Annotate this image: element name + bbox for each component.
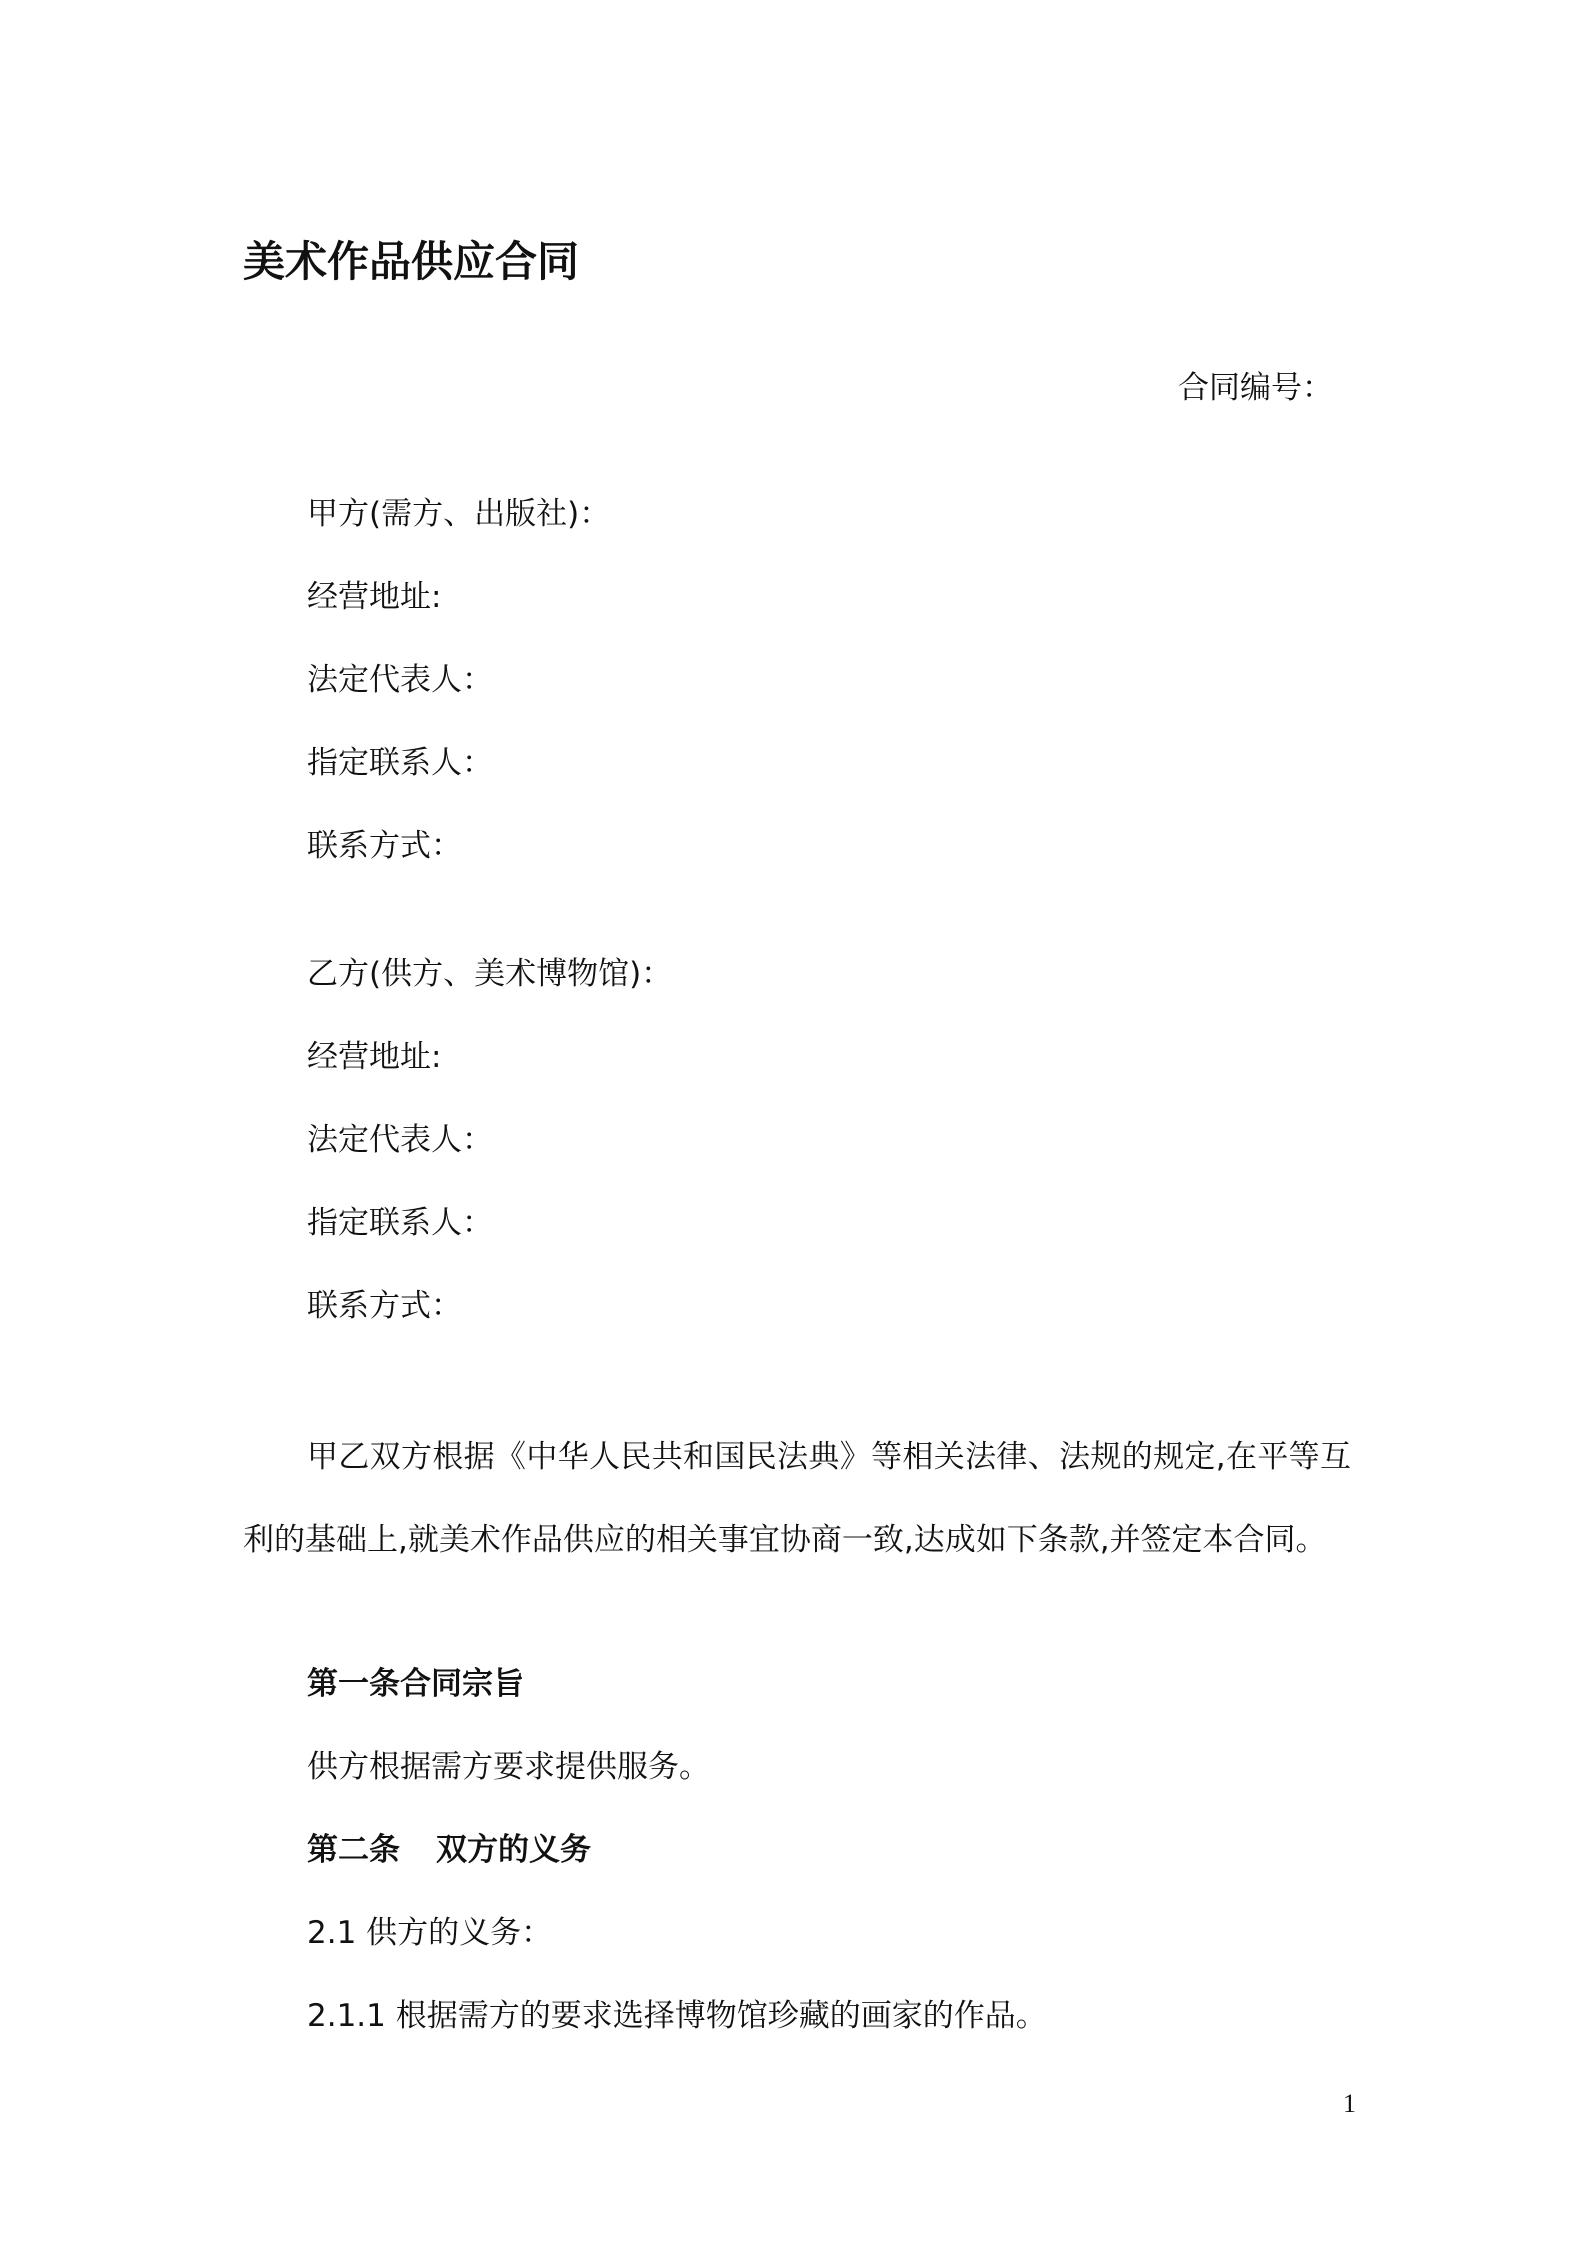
article-2-number: 第二条 xyxy=(307,1832,400,1868)
party-b-address: 经营地址: xyxy=(307,1039,442,1075)
party-b-contact-person: 指定联系人： xyxy=(307,1205,493,1241)
party-b-contact-method: 联系方式： xyxy=(307,1288,462,1324)
intro-paragraph: 甲乙双方根据《中华人民共和国民法典》等相关法律、法规的规定,在平等互利的基础上,就美术作品供应的相关事宜协商一致,达成如下条款,并签定本合同。 xyxy=(243,1439,1351,1558)
article-2-title: 双方的义务 xyxy=(436,1832,591,1868)
party-a-contact-method: 联系方式： xyxy=(307,828,462,864)
party-a-heading: 甲方(需方、出版社)： xyxy=(307,496,611,532)
party-b-legal-rep: 法定代表人： xyxy=(307,1122,493,1158)
party-b-heading: 乙方(供方、美术博物馆)： xyxy=(307,956,673,992)
party-a-address: 经营地址: xyxy=(307,579,442,615)
document-title: 美术作品供应合同 xyxy=(243,237,580,286)
party-a-contact-person: 指定联系人： xyxy=(307,745,493,781)
party-a-legal-rep: 法定代表人： xyxy=(307,662,493,698)
article-1-text: 供方根据需方要求提供服务。 xyxy=(307,1749,710,1785)
contract-number-label: 合同编号： xyxy=(1178,370,1333,406)
article-1-heading: 第一条合同宗旨 xyxy=(307,1666,524,1702)
clause-2-1-1: 2.1.1 根据需方的要求选择博物馆珍藏的画家的作品。 xyxy=(307,1998,1047,2034)
article-2-heading xyxy=(307,1830,591,1870)
page-number: 1 xyxy=(1343,2089,1356,2118)
clause-2-1: 2.1 供方的义务： xyxy=(307,1915,553,1951)
